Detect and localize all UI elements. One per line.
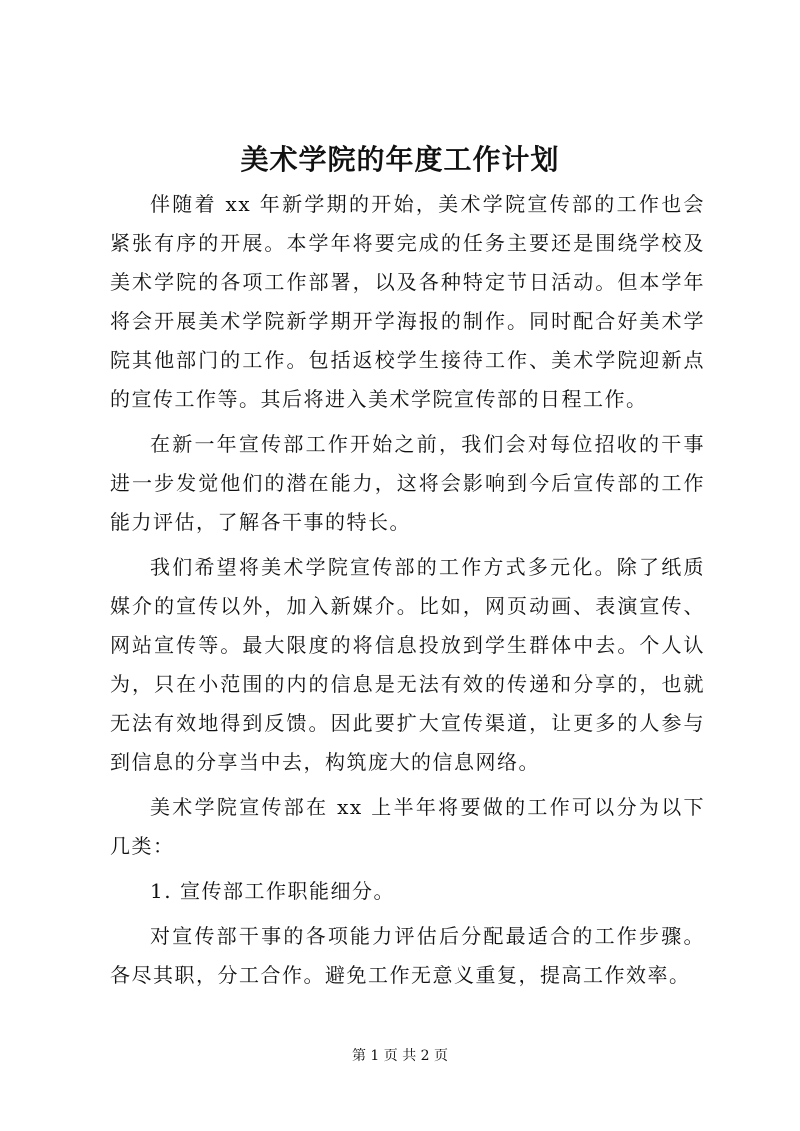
paragraph-task-allocation: 对宣传部干事的各项能力评估后分配最适合的工作步骤。各尽其职，分工合作。避免工作无意义重复，提高工作效率。 (110, 924, 705, 987)
page-number-footer: 第 1 页 共 2 页 (351, 1048, 449, 1064)
paragraph-staff-evaluation: 在新一年宣传部工作开始之前，我们会对每位招收的干事进一步发觉他们的潜在能力，这将会影响到今后宣传部的工作能力评估，了解各干事的特长。 (110, 432, 705, 534)
document-title: 美术学院的年度工作计划 (240, 143, 560, 176)
document-body (110, 185, 705, 1001)
list-item-heading-1: 1. 宣传部工作职能细分。 (150, 879, 395, 903)
paragraph-work-categories: 美术学院宣传部在 xx 上半年将要做的工作可以分为以下几类： (110, 795, 705, 858)
paragraph-media-diversification: 我们希望将美术学院宣传部的工作方式多元化。除了纸质媒介的宣传以外，加入新媒介。比如，网页动画、表演宣传、网站宣传等。最大限度的将信息投放到学生群体中去。个人认为，只在小范围的内的信息是无法有效的传递和分享的，也就无法有效地得到反馈。因此要扩大宣传渠道，让更多的人参与到信息的分享当中去，构筑庞大的信息网络。 (110, 555, 705, 774)
paragraph-intro: 伴随着 xx 年新学期的开始，美术学院宣传部的工作也会紧张有序的开展。本学年将要完成的任务主要还是围绕学校及美术学院的各项工作部署，以及各种特定节日活动。但本学年将会开展美术学院新学期开学海报的制作。同时配合好美术学院其他部门的工作。包括返校学生接待工作、美术学院迎新点的宣传工作等。其后将进入美术学院宣传部的日程工作。 (110, 192, 705, 411)
